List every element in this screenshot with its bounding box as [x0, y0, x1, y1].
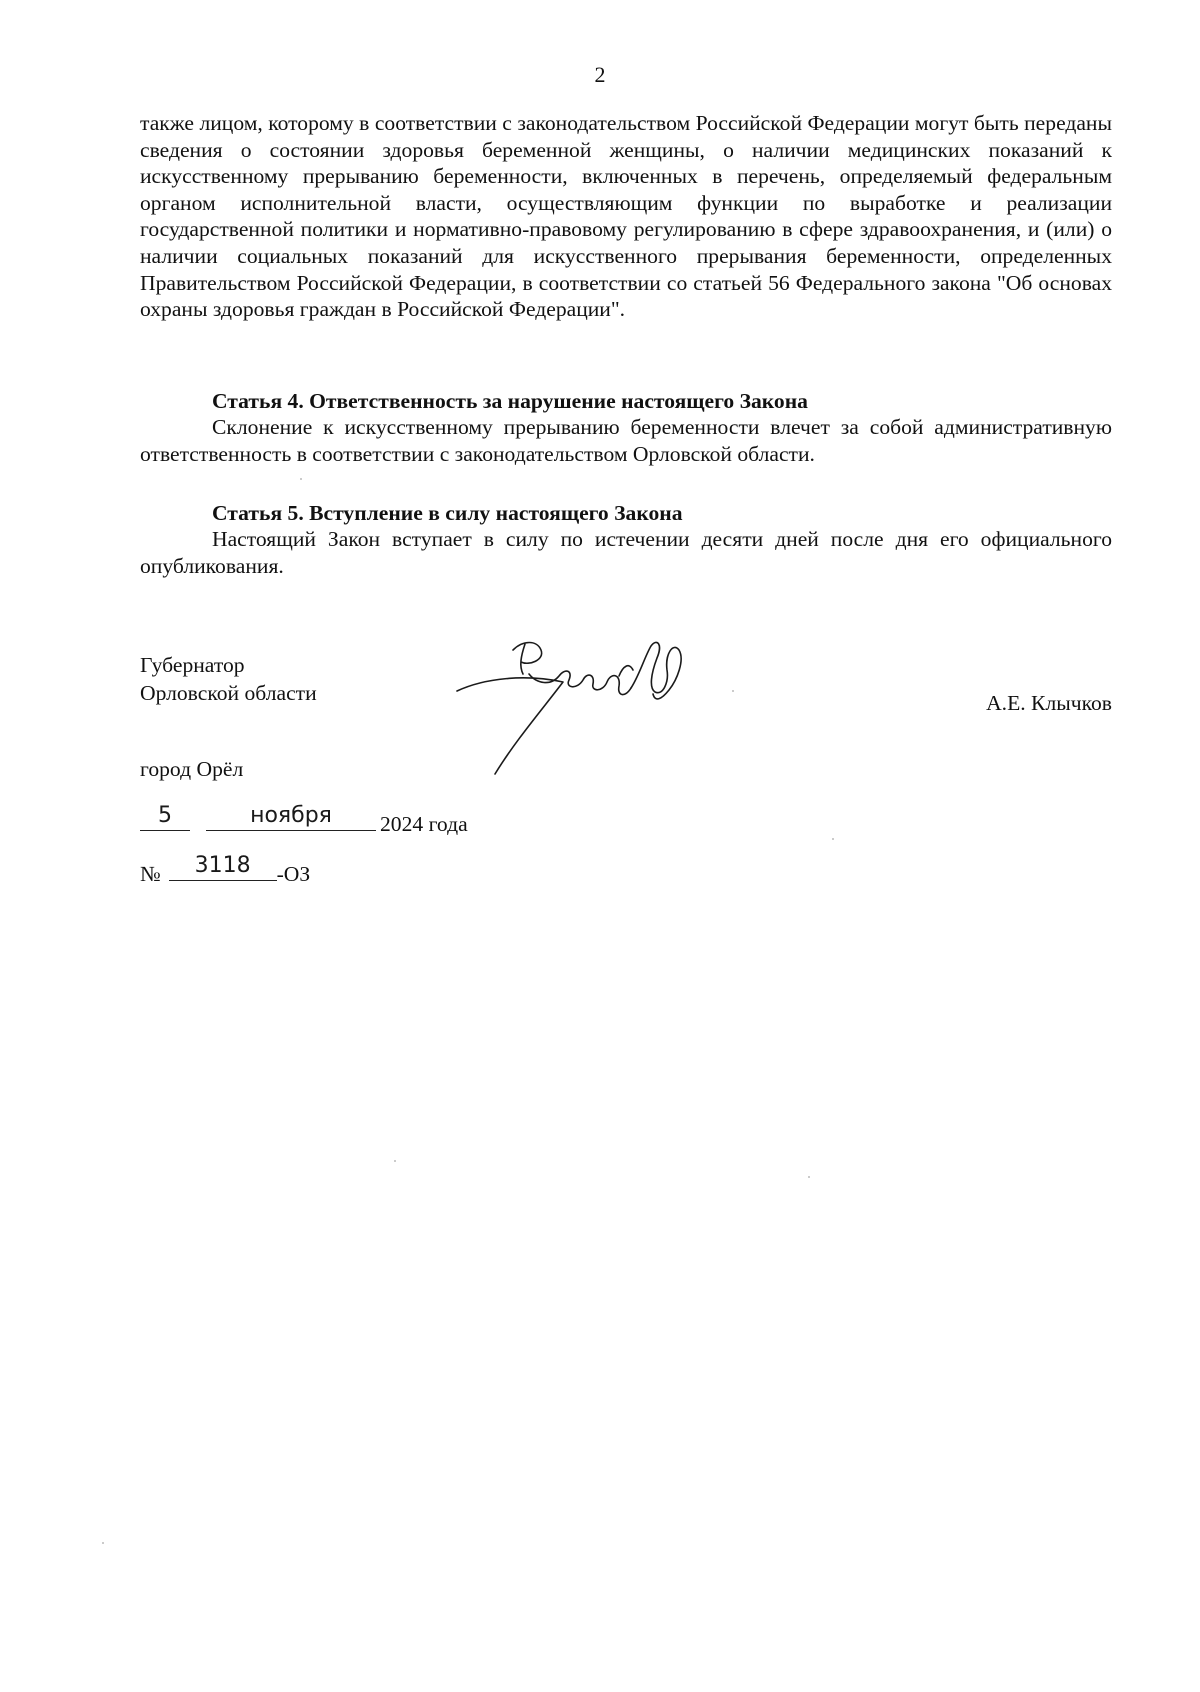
article-4-body: Склонение к искусственному прерыванию беременности влечет за собой административную ответственность в соответствии с законодательством Орловской области. — [140, 415, 1112, 466]
signatory-title-line1: Губернатор — [140, 653, 245, 677]
city: город Орёл — [140, 757, 244, 781]
scan-speck — [832, 838, 834, 840]
signatory-title — [140, 651, 317, 707]
number-sign: № — [140, 862, 161, 886]
scan-speck — [394, 1160, 396, 1162]
law-number: 3118 — [194, 853, 251, 878]
date-month-field — [206, 803, 376, 831]
date-day-field — [140, 803, 190, 831]
signatory-title-line2: Орловской области — [140, 681, 317, 705]
article-5-body: Настоящий Закон вступает в силу по истечении десяти дней после дня его официального опубликования. — [140, 527, 1112, 578]
date-day: 5 — [158, 803, 172, 828]
article-4 — [140, 388, 1112, 467]
law-number-line — [140, 853, 311, 887]
article-5-heading: Статья 5. Вступление в силу настоящего Закона — [212, 501, 683, 525]
scan-speck — [808, 1176, 810, 1178]
continuation-paragraph: также лицом, которому в соответствии с законодательством Российской Федерации могут быть переданы сведения о состоянии здоровья беременной женщины, о наличии медицинских показаний к искусственному прерыванию беременности, включенных в перечень, определяемый федеральным органом исполнительной власти, осуществляющим функции по выработке и реализации государственной политики и нормативно-правовому регулированию в сфере здравоохранения, и (или) о наличии социальных показаний для искусственного прерывания беременности, определенных Правительством Российской Федерации, в соответствии со статьей 56 Федерального закона "Об основах охраны здоровья граждан в Российской Федерации". — [140, 111, 1112, 322]
signer-name: А.Е. Клычков — [986, 691, 1112, 715]
page-number: 2 — [594, 62, 606, 87]
law-number-field — [169, 853, 277, 881]
article-5 — [140, 500, 1112, 579]
law-number-suffix: -ОЗ — [276, 862, 311, 886]
scan-speck — [102, 1542, 104, 1544]
handwritten-signature — [455, 636, 695, 786]
date-line — [140, 803, 468, 838]
scan-speck — [300, 478, 302, 480]
date-year: 2024 года — [380, 812, 468, 836]
date-month: ноября — [250, 803, 332, 828]
scan-speck — [732, 690, 734, 692]
article-4-heading: Статья 4. Ответственность за нарушение настоящего Закона — [212, 389, 808, 413]
